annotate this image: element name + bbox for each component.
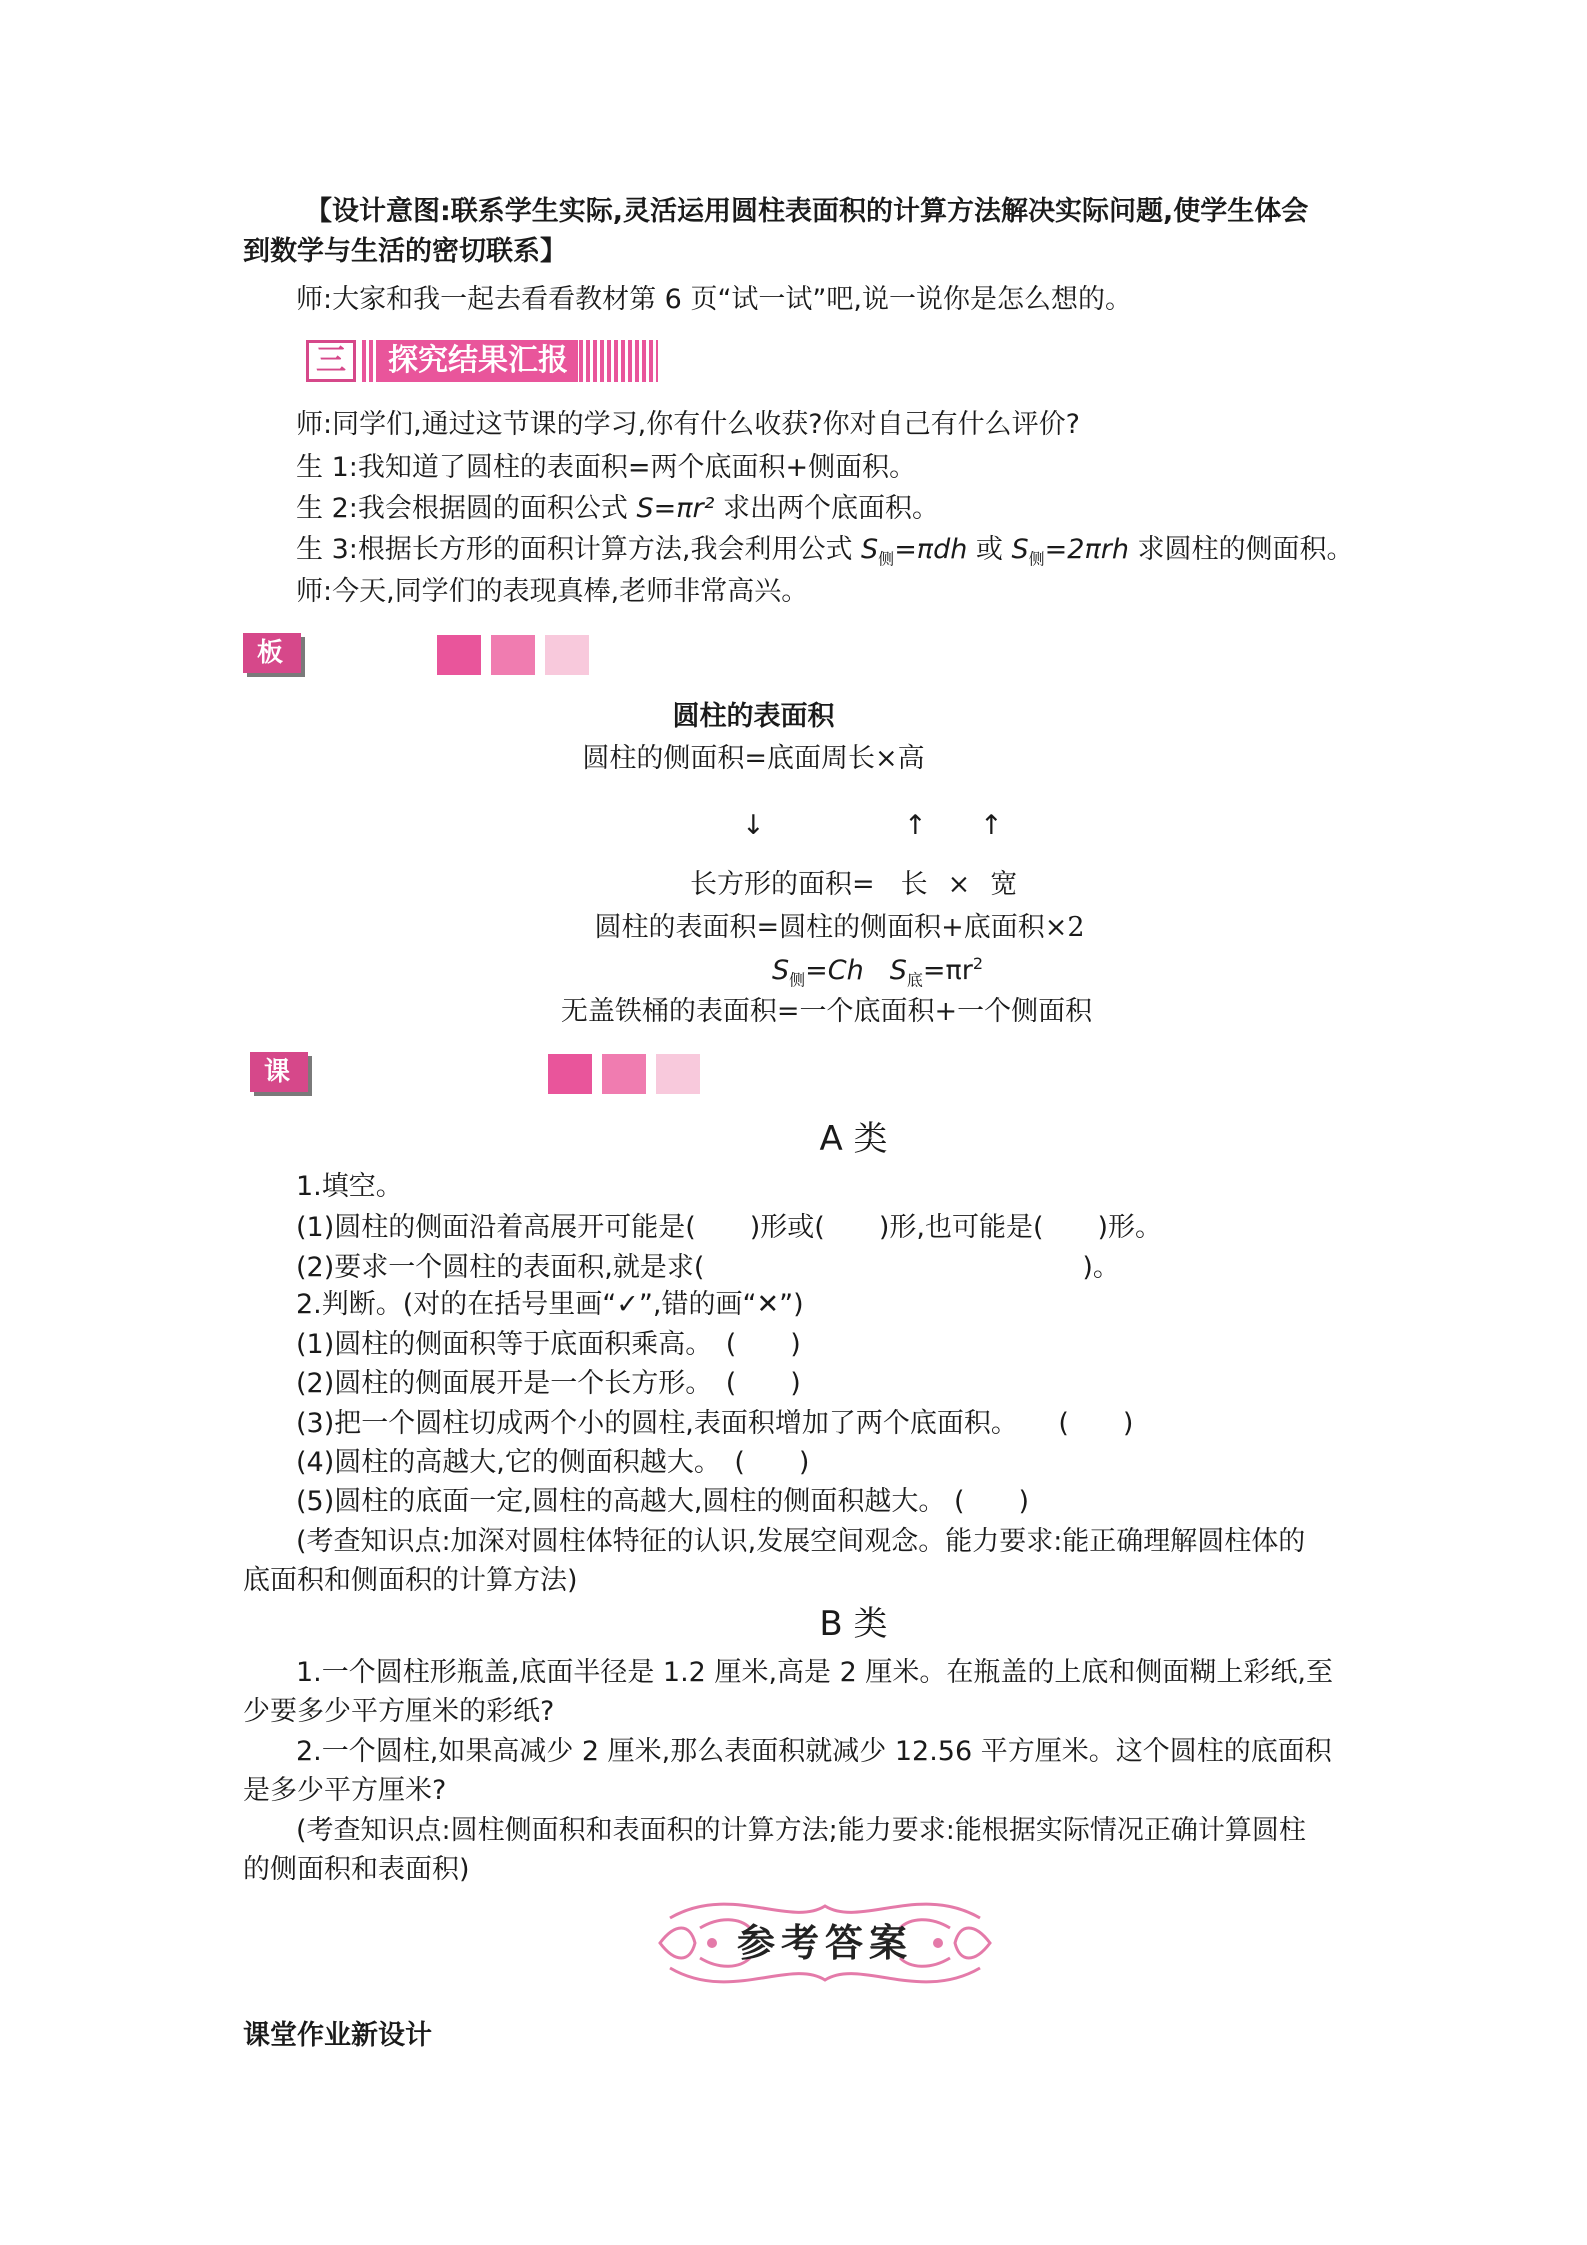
s3-or: 或 xyxy=(967,534,1012,565)
l4-s2: S xyxy=(889,955,907,986)
section3-title: 探究结果汇报 xyxy=(378,340,578,382)
s3-f1-sub: 侧 xyxy=(878,549,895,569)
ribbon-square-3 xyxy=(545,635,589,675)
l2-b: 长 xyxy=(900,869,928,900)
board-line4 xyxy=(772,951,983,991)
answer-banner xyxy=(650,1888,1000,1998)
a-note-line2: 底面积和侧面积的计算方法) xyxy=(243,1565,578,1596)
a1-heading: 1.填空。 xyxy=(296,1171,403,1202)
l4-sup2: 2 xyxy=(972,954,984,973)
s3-f1-rest: =πdh xyxy=(894,534,968,565)
board-line1: 圆柱的侧面积=底面周长×高 xyxy=(582,743,925,774)
report-question: 师:同学们,通过这节课的学习,你有什么收获?你对自己有什么评价? xyxy=(296,409,1080,440)
b-note-line1: (考查知识点:圆柱侧面积和表面积的计算方法;能力要求:能根据实际情况正确计算圆柱 xyxy=(296,1815,1306,1846)
a2-item3: (3)把一个圆柱切成两个小的圆柱,表面积增加了两个底面积。 ( ) xyxy=(296,1408,1134,1439)
ribbon-square-1 xyxy=(437,635,481,675)
s3-pre: 生 3:根据长方形的面积计算方法,我会利用公式 xyxy=(296,534,862,565)
a2-item1: (1)圆柱的侧面积等于底面积乘高。 ( ) xyxy=(296,1329,801,1360)
s2-pre: 生 2:我会根据圆的面积公式 xyxy=(296,493,637,524)
ribbon-square-4 xyxy=(548,1054,592,1094)
b2-line1: 2.一个圆柱,如果高减少 2 厘米,那么表面积就减少 12.56 平方厘米。这个圆柱的底面积 xyxy=(296,1736,1332,1767)
category-a-title: A 类 xyxy=(819,1119,888,1159)
l2-d: 宽 xyxy=(990,869,1018,900)
section3-bar xyxy=(362,340,658,382)
report-end: 师:今天,同学们的表现真棒,老师非常高兴。 xyxy=(296,576,809,607)
l2-a: 长方形的面积= xyxy=(690,869,875,900)
report-student3 xyxy=(296,530,1354,570)
b1-line1: 1.一个圆柱形瓶盖,底面半径是 1.2 厘米,高是 2 厘米。在瓶盖的上底和侧面糊上彩纸,至 xyxy=(296,1657,1333,1688)
report-student2 xyxy=(296,489,939,529)
l4-sub2: 底 xyxy=(906,970,923,990)
ribbon-square-5 xyxy=(602,1054,646,1094)
a2-item4: (4)圆柱的高越大,它的侧面积越大。 ( ) xyxy=(296,1447,810,1478)
s3-post: 求圆柱的侧面积。 xyxy=(1128,534,1354,565)
l4-s1: S xyxy=(772,955,790,986)
b2-line2: 是多少平方厘米? xyxy=(243,1775,447,1806)
design-intent-line1: 【设计意图:联系学生实际,灵活运用圆柱表面积的计算方法解决实际问题,使学生体会 xyxy=(305,196,1309,227)
l2-c: × xyxy=(947,869,971,900)
ribbon-square-6 xyxy=(656,1054,700,1094)
a-note-line1: (考查知识点:加深对圆柱体特征的认识,发展空间观念。能力要求:能正确理解圆柱体的 xyxy=(296,1526,1306,1557)
b-note-line2: 的侧面积和表面积) xyxy=(243,1854,470,1885)
answer-banner-label: 参考答案 xyxy=(736,1920,913,1965)
design-intent-line2: 到数学与生活的密切联系】 xyxy=(243,236,567,267)
board-line5: 无盖铁桶的表面积=一个底面积+一个侧面积 xyxy=(560,996,1093,1027)
board-title: 圆柱的表面积 xyxy=(672,701,835,732)
s2-formula: S=πr² xyxy=(636,493,715,524)
board-arrow-up-1: ↑ xyxy=(904,810,927,841)
homework-header-label: 课堂作业新设计 xyxy=(250,1052,308,1092)
ribbon-square-2 xyxy=(491,635,535,675)
a1-item1: (1)圆柱的侧面沿着高展开可能是( )形或( )形,也可能是( )形。 xyxy=(296,1212,1163,1243)
l4-sub1: 侧 xyxy=(789,970,806,990)
a1-item2: (2)要求一个圆柱的表面积,就是求( )。 xyxy=(296,1252,1120,1283)
report-student1: 生 1:我知道了圆柱的表面积=两个底面积+侧面积。 xyxy=(296,452,917,483)
teacher-line-1: 师:大家和我一起去看看教材第 6 页“试一试”吧,说一说你是怎么想的。 xyxy=(296,284,1132,315)
s3-f2-rest: =2πrh xyxy=(1044,534,1129,565)
category-b-title: B 类 xyxy=(819,1604,888,1644)
section3-number: 三 xyxy=(306,340,356,382)
s3-f1-s: S xyxy=(861,534,879,565)
section3-header xyxy=(306,340,658,382)
board-line3: 圆柱的表面积=圆柱的侧面积+底面积×2 xyxy=(594,912,1085,943)
l4-r1: =Ch xyxy=(805,955,864,986)
s3-f2-s: S xyxy=(1011,534,1029,565)
a2-item2: (2)圆柱的侧面展开是一个长方形。 ( ) xyxy=(296,1368,801,1399)
a2-item5: (5)圆柱的底面一定,圆柱的高越大,圆柱的侧面积越大。 ( ) xyxy=(296,1486,1030,1517)
a2-heading: 2.判断。(对的在括号里画“✓”,错的画“✕”) xyxy=(296,1289,804,1320)
board-line2 xyxy=(690,865,1017,905)
s2-post: 求出两个底面积。 xyxy=(714,493,939,524)
l4-r2: =πr xyxy=(922,955,973,986)
s3-f2-sub: 侧 xyxy=(1028,549,1045,569)
b1-line2: 少要多少平方厘米的彩纸? xyxy=(243,1696,555,1727)
answers-subheader: 课堂作业新设计 xyxy=(243,2020,432,2051)
board-arrow-up-2: ↑ xyxy=(980,810,1003,841)
board-header-label: 板书设计 xyxy=(243,633,301,673)
board-arrow-down: ↓ xyxy=(742,810,765,841)
